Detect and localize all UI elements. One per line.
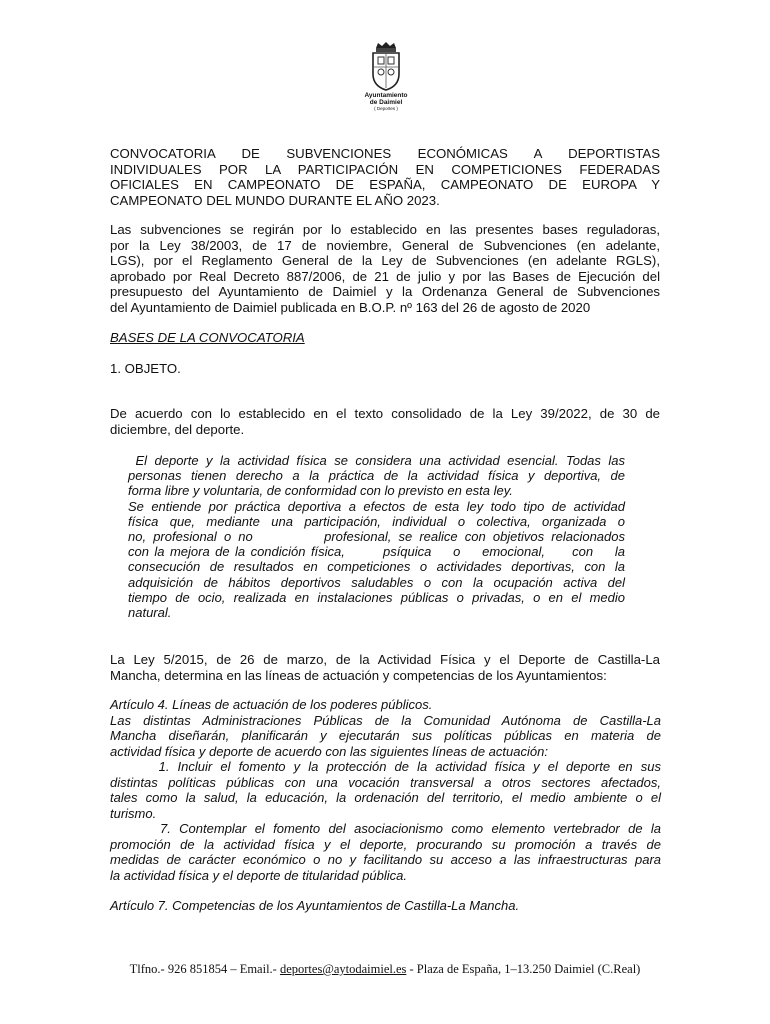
intro-line: aprobado por Real Decreto 887/2006, de 21 de julio y por las Bases de Ejecución del (110, 268, 660, 284)
articulo4-line: distintas políticas públicas con una vocación transversal a otros sectores afectados, (110, 774, 661, 790)
logo-text-line1: Ayuntamiento (364, 92, 408, 99)
quote-block (128, 453, 625, 620)
section-heading: 1. OBJETO. (110, 361, 181, 376)
coat-of-arms-icon (368, 40, 404, 92)
quote-line: con la mejora de la condición física, psíquica o emocional, con la (128, 544, 625, 560)
intro-paragraph (110, 222, 660, 316)
articulo4-line: Mancha diseñarán, planificarán y ejecutarán sus políticas públicas en materia de (110, 728, 661, 743)
quote-line: física que, mediante una participación, individual o colectiva, organizada o (128, 513, 625, 529)
articulo4-line: promoción de la actividad física y el deporte, procurando su promoción a través de (110, 836, 661, 852)
intro-line: Las subvenciones se regirán por lo establecido en las presentes bases reguladoras, (110, 222, 660, 237)
municipal-logo (348, 40, 424, 112)
footer-email-link[interactable]: deportes@aytodaimiel.es (279, 962, 407, 976)
quote-line: Se entiende por práctica deportiva a efectos de esta ley todo tipo de actividad (128, 498, 625, 514)
articulo4-block (110, 697, 661, 883)
articulo7-heading: Artículo 7. Competencias de los Ayuntamientos de Castilla-La Mancha. (110, 898, 520, 913)
ley52015-line: Mancha, determina en las líneas de actuación y competencias de los Ayuntamientos: (110, 667, 607, 683)
articulo4-line: tales como la salud, la educación, la ordenación del territorio, el medio ambiente o el (110, 790, 661, 805)
ley52015-paragraph (110, 652, 660, 683)
quote-line: El deporte y la actividad física se considera una actividad esencial. Todas las (128, 453, 625, 468)
logo-text-line3: ( Deportes ) (374, 106, 398, 111)
title-line: OFICIALES EN CAMPEONATO DE ESPAÑA, CAMPEONATO DE EUROPA Y (110, 177, 660, 193)
page-footer (0, 962, 770, 977)
document-title (110, 146, 660, 208)
title-line: CONVOCATORIA DE SUBVENCIONES ECONÓMICAS A DEPORTISTAS (110, 146, 660, 161)
articulo4-line: 1. Incluir el fomento y la protección de la actividad física y el deporte en sus (110, 759, 661, 774)
articulo4-line: la actividad física y el deporte de titularidad pública. (110, 867, 408, 883)
intro-line: presupuesto del Ayuntamiento de Daimiel y la Ordenanza General de Subvenciones (110, 284, 660, 300)
ley-line: De acuerdo con lo establecido en el texto consolidado de la Ley 39/2022, de 30 de (110, 406, 660, 421)
title-line: CAMPEONATO DEL MUNDO DURANTE EL AÑO 2023. (110, 192, 440, 208)
bases-heading: BASES DE LA CONVOCATORIA (110, 330, 305, 345)
ley52015-line: La Ley 5/2015, de 26 de marzo, de la Actividad Física y el Deporte de Castilla-La (110, 652, 660, 667)
ley-paragraph (110, 406, 660, 437)
articulo4-line: 7. Contemplar el fomento del asociacionismo como elemento vertebrador de la (110, 821, 661, 836)
quote-line: adquisición de hábitos deportivos saludables o con la ocupación activa del (128, 574, 625, 590)
footer-contact: Tlfno.- 926 851854 – Email.- (129, 962, 280, 976)
articulo4-line: medidas de carácter económico o no y facilitando su acceso a las infraestructuras para (110, 852, 661, 867)
title-line: INDIVIDUALES POR LA PARTICIPACIÓN EN COMPETICIONES FEDERADAS (110, 161, 660, 177)
ley-line: diciembre, del deporte. (110, 421, 245, 437)
quote-line: natural. (128, 605, 172, 621)
footer-address: - Plaza de España, 1–13.250 Daimiel (C.Real) (406, 962, 641, 976)
quote-line: forma libre y voluntaria, de conformidad con lo previsto en esta ley. (128, 483, 513, 499)
quote-line: tiempo de ocio, realizada en instalaciones públicas o privadas, o en el medio (128, 589, 625, 605)
quote-line: personas tienen derecho a la práctica de la actividad física y deportiva, de (128, 468, 625, 484)
logo-text-line2: de Daimiel (369, 99, 403, 106)
articulo4-line: actividad física y deporte de acuerdo con las siguientes líneas de actuación: (110, 743, 548, 759)
quote-line: no, profesional o no profesional, se realice con objetivos relacionados (128, 529, 625, 545)
articulo4-line: Las distintas Administraciones Públicas de la Comunidad Autónoma de Castilla-La (110, 712, 661, 728)
articulo4-heading: Artículo 4. Líneas de actuación de los poderes públicos. (110, 697, 433, 712)
quote-line: consecución de resultados en competiciones o actividades deportivas, con la (128, 559, 625, 575)
intro-line: del Ayuntamiento de Daimiel publicada en B.O.P. nº 163 del 26 de agosto de 2020 (110, 299, 591, 315)
intro-line: LGS), por el Reglamento General de la Ley de Subvenciones (en adelante RGLS), (110, 253, 660, 269)
intro-line: por la Ley 38/2003, de 17 de noviembre, General de Subvenciones (en adelante, (110, 237, 660, 253)
articulo4-line: turismo. (110, 805, 157, 821)
